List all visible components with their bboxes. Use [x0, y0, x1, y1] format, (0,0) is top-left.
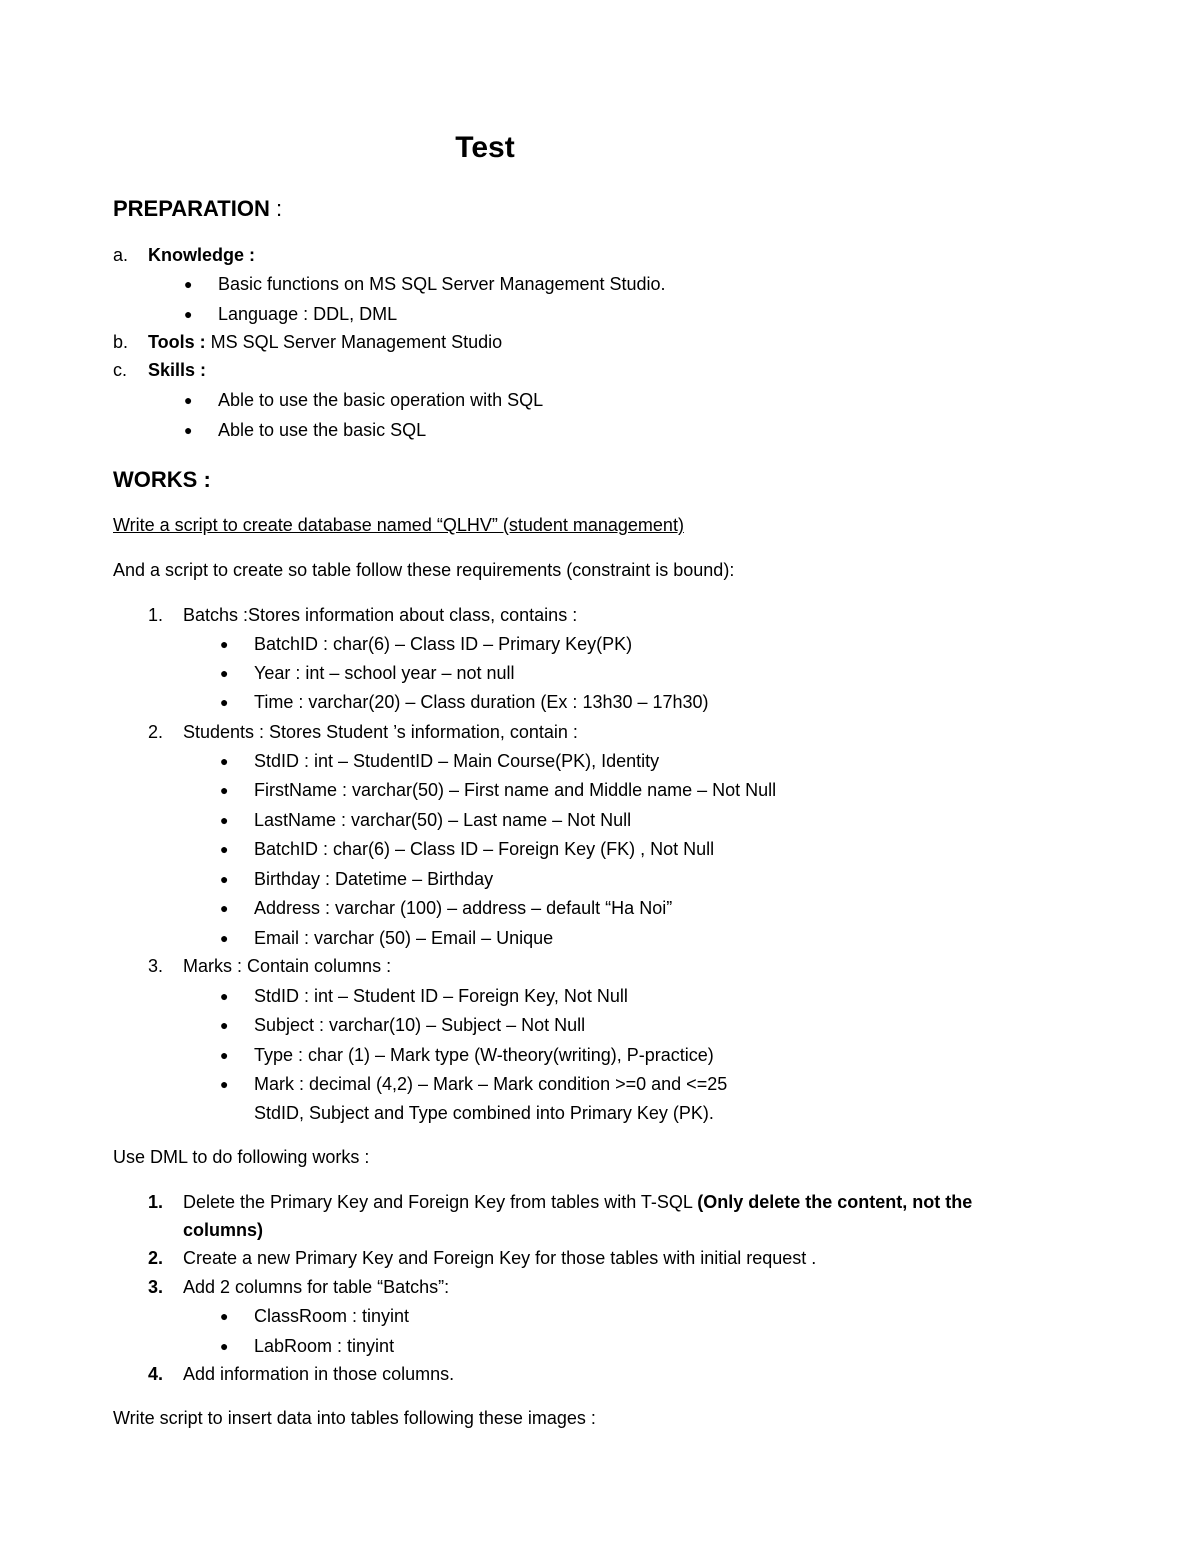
table-description: Marks : Contain columns :: [183, 956, 392, 976]
dml-item-3: Add 2 columns for table “Batchs”:: [183, 1277, 450, 1297]
bullet-icon: ●: [184, 276, 193, 292]
works-outro: Write script to insert data into tables following these images :: [113, 1408, 596, 1428]
works-intro2: And a script to create so table follow these requirements (constraint is bound):: [113, 560, 735, 580]
table-description: Students : Stores Student ’s information, contain :: [183, 722, 578, 742]
works-heading: WORKS :: [113, 467, 211, 492]
table-number: 1.: [148, 605, 164, 625]
dml-number: 1.: [148, 1192, 164, 1212]
table-field: LastName : varchar(50) – Last name – Not Null: [254, 810, 632, 830]
bullet-icon: ●: [220, 694, 229, 710]
dml-item-4: Add information in those columns.: [183, 1364, 455, 1384]
bullet-icon: ●: [220, 1076, 229, 1092]
prep-a-item: Basic functions on MS SQL Server Management Studio.: [218, 274, 666, 294]
bullet-icon: ●: [220, 988, 229, 1004]
bullet-icon: ●: [220, 1308, 229, 1324]
preparation-heading-text: PREPARATION: [113, 196, 270, 221]
dml-intro: Use DML to do following works :: [113, 1147, 370, 1167]
table-note: StdID, Subject and Type combined into Primary Key (PK).: [254, 1103, 714, 1123]
dml-item-1-continuation: columns): [183, 1220, 264, 1240]
table-field: BatchID : char(6) – Class ID – Primary Key(PK): [254, 634, 633, 654]
dml-item-2: Create a new Primary Key and Foreign Key for those tables with initial request .: [183, 1248, 817, 1268]
dml-number: 2.: [148, 1248, 164, 1268]
bullet-icon: ●: [220, 782, 229, 798]
prep-b-line: [148, 331, 502, 353]
prep-a-label: Knowledge :: [148, 245, 255, 265]
dml-number: 3.: [148, 1277, 164, 1297]
preparation-heading-colon: :: [269, 196, 283, 221]
bullet-icon: ●: [220, 930, 229, 946]
table-field: Time : varchar(20) – Class duration (Ex : 13h30 – 17h30): [254, 692, 709, 712]
table-field: Subject : varchar(10) – Subject – Not Null: [254, 1015, 586, 1035]
table-field: StdID : int – StudentID – Main Course(PK), Identity: [254, 751, 660, 771]
table-description: Batchs :Stores information about class, contains :: [183, 605, 578, 625]
bullet-icon: ●: [220, 1338, 229, 1354]
bullet-icon: ●: [220, 812, 229, 828]
table-field: StdID : int – Student ID – Foreign Key, Not Null: [254, 986, 628, 1006]
table-field: FirstName : varchar(50) – First name and Middle name – Not Null: [254, 780, 777, 800]
dml-item-1-bold: (Only delete the content, not the: [697, 1192, 973, 1212]
table-field: Email : varchar (50) – Email – Unique: [254, 928, 554, 948]
bullet-icon: ●: [220, 636, 229, 652]
bullet-icon: ●: [220, 1017, 229, 1033]
table-field: Year : int – school year – not null: [254, 663, 515, 683]
prep-a-item: Language : DDL, DML: [218, 304, 398, 324]
works-intro-underlined: Write a script to create database named “QLHV” (student management): [113, 515, 684, 535]
bullet-icon: ●: [220, 900, 229, 916]
table-number: 2.: [148, 722, 164, 742]
prep-c-item: Able to use the basic SQL: [218, 420, 427, 440]
bullet-icon: ●: [184, 422, 193, 438]
dml-item-1: [183, 1191, 972, 1213]
prep-c-item: Able to use the basic operation with SQL: [218, 390, 544, 410]
prep-c-label: Skills :: [148, 360, 207, 380]
bullet-icon: ●: [220, 841, 229, 857]
page-title: Test: [455, 131, 515, 164]
table-field: Type : char (1) – Mark type (W-theory(writing), P-practice): [254, 1045, 714, 1065]
bullet-icon: ●: [220, 753, 229, 769]
dml-item-3-sub: LabRoom : tinyint: [254, 1336, 395, 1356]
dml-item-1-text: Delete the Primary Key and Foreign Key from tables with T-SQL: [183, 1192, 698, 1212]
bullet-icon: ●: [184, 392, 193, 408]
bullet-icon: ●: [220, 1047, 229, 1063]
preparation-heading: [113, 195, 282, 223]
table-field: Mark : decimal (4,2) – Mark – Mark condition >=0 and <=25: [254, 1074, 728, 1094]
table-field: Address : varchar (100) – address – default “Ha Noi”: [254, 898, 673, 918]
prep-a-marker: a.: [113, 245, 129, 265]
prep-b-text: MS SQL Server Management Studio: [205, 332, 503, 352]
dml-item-3-sub: ClassRoom : tinyint: [254, 1306, 410, 1326]
bullet-icon: ●: [220, 665, 229, 681]
prep-c-marker: c.: [113, 360, 128, 380]
table-number: 3.: [148, 956, 164, 976]
dml-number: 4.: [148, 1364, 164, 1384]
table-field: Birthday : Datetime – Birthday: [254, 869, 494, 889]
bullet-icon: ●: [220, 871, 229, 887]
prep-b-label: Tools :: [148, 332, 206, 352]
bullet-icon: ●: [184, 306, 193, 322]
table-field: BatchID : char(6) – Class ID – Foreign Key (FK) , Not Null: [254, 839, 715, 859]
prep-b-marker: b.: [113, 332, 129, 352]
